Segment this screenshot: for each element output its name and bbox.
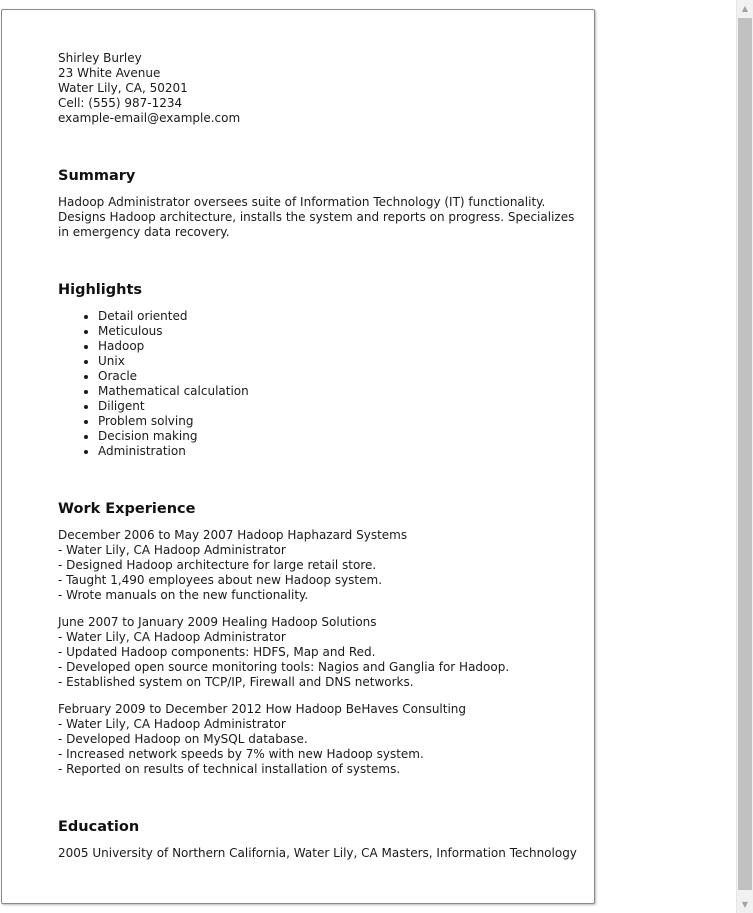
contact-cell: Cell: (555) 987-1234	[58, 96, 183, 110]
job-entry-1	[58, 528, 578, 603]
list-item: • Problem solving	[98, 414, 578, 429]
summary-text: Hadoop Administrator oversees suite of Information Technology (IT) functionality. Designs Hadoop architecture, installs the system and reports on progress. Specializes in emergency data recovery.	[58, 195, 575, 239]
list-item: • Decision making	[98, 429, 578, 444]
summary-heading: Summary	[58, 168, 136, 184]
list-item: • Oracle	[98, 369, 578, 384]
job-header: June 2007 to January 2009 Healing Hadoop Solutions	[58, 615, 377, 629]
highlights-list	[58, 309, 578, 459]
list-item: • Hadoop	[98, 339, 578, 354]
list-item: • Administration	[98, 444, 578, 459]
job-entry-2	[58, 615, 578, 690]
scrollbar-thumb[interactable]	[738, 18, 752, 890]
job-line: - Updated Hadoop components: HDFS, Map and Red.	[58, 645, 376, 659]
job-line: - Designed Hadoop architecture for large retail store.	[58, 558, 377, 572]
job-line: - Wrote manuals on the new functionality.	[58, 588, 309, 602]
job-line: - Developed Hadoop on MySQL database.	[58, 732, 308, 746]
list-item: • Mathematical calculation	[98, 384, 578, 399]
list-item: • Diligent	[98, 399, 578, 414]
resume-page	[1, 9, 595, 904]
scroll-up-icon[interactable]: ▲	[741, 4, 749, 13]
education-heading: Education	[58, 819, 140, 835]
job-line: - Increased network speeds by 7% with new Hadoop system.	[58, 747, 424, 761]
scroll-down-icon[interactable]: ▼	[741, 900, 749, 909]
list-item: • Unix	[98, 354, 578, 369]
vertical-scrollbar[interactable]	[736, 0, 753, 913]
job-header: February 2009 to December 2012 How Hadoop BeHaves Consulting	[58, 702, 467, 716]
contact-name: Shirley Burley	[58, 51, 142, 65]
job-header: December 2006 to May 2007 Hadoop Haphazard Systems	[58, 528, 408, 542]
job-line: - Water Lily, CA Hadoop Administrator	[58, 543, 286, 557]
job-line: - Water Lily, CA Hadoop Administrator	[58, 630, 286, 644]
job-line: - Reported on results of technical installation of systems.	[58, 762, 401, 776]
resume-content	[58, 51, 578, 861]
contact-city: Water Lily, CA, 50201	[58, 81, 188, 95]
experience-heading: Work Experience	[58, 501, 196, 517]
contact-email: example-email@example.com	[58, 111, 241, 125]
job-line: - Taught 1,490 employees about new Hadoop system.	[58, 573, 383, 587]
highlights-heading: Highlights	[58, 282, 143, 298]
list-item: • Meticulous	[98, 324, 578, 339]
job-line: - Established system on TCP/IP, Firewall and DNS networks.	[58, 675, 414, 689]
contact-address: 23 White Avenue	[58, 66, 161, 80]
job-line: - Water Lily, CA Hadoop Administrator	[58, 717, 286, 731]
job-entry-3	[58, 702, 578, 777]
job-line: - Developed open source monitoring tools: Nagios and Ganglia for Hadoop.	[58, 660, 510, 674]
education-line: 2005 University of Northern California, Water Lily, CA Masters, Information Technology	[58, 846, 577, 860]
list-item: • Detail oriented	[98, 309, 578, 324]
contact-block	[58, 51, 578, 126]
